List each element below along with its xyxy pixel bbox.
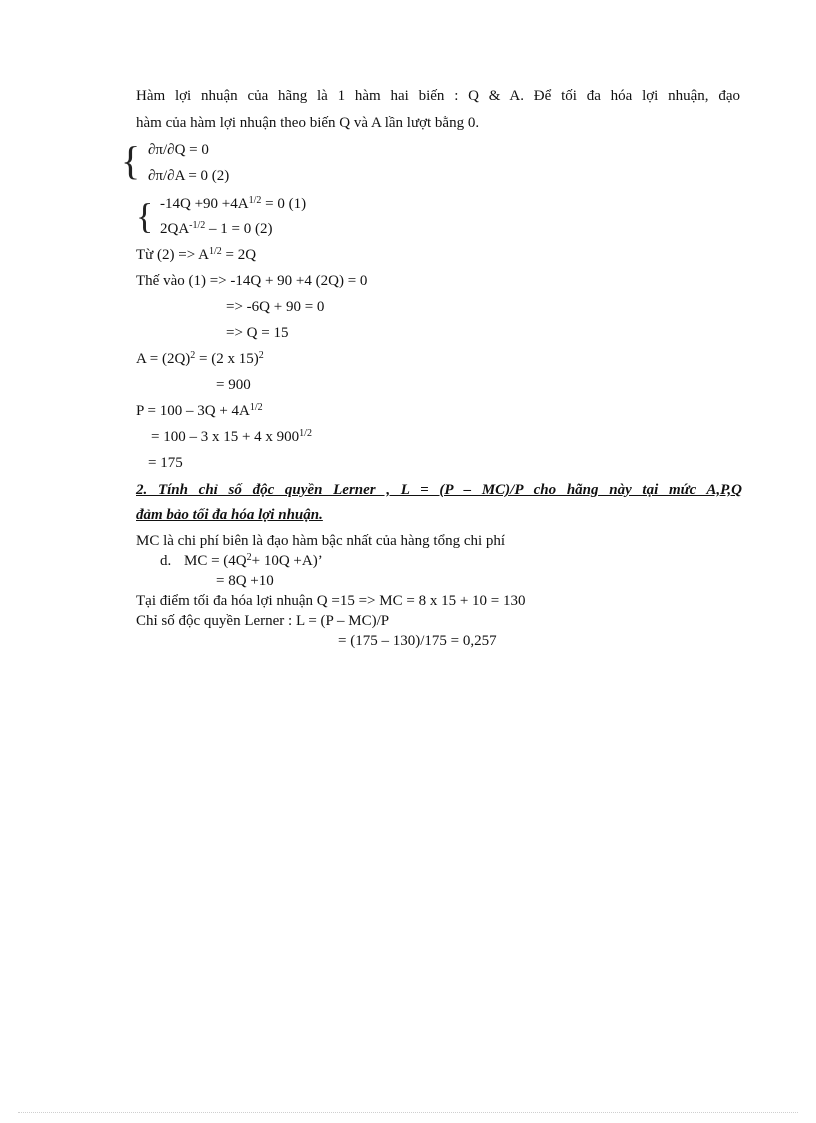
step-substitute-3: => Q = 15 (226, 325, 289, 341)
mc-description: MC là chi phí biên là đạo hàm bậc nhất của hàng tổng chi phí (136, 533, 506, 549)
mc-formula-1: MC = $(4Q^2+ 10Q +A)$’ (184, 552, 323, 569)
left-brace-1: { (121, 138, 141, 183)
section-2-heading-line-1: 2. Tính chỉ số độc quyền Lerner , L = (P – MC)/P cho hãng này tại mức A,P,Q (136, 482, 742, 498)
mc-at-point: Tại điểm tối đa hóa lợi nhuận Q =15 => MC = 8 x 15 + 10 = 130 (136, 593, 526, 609)
step-substitute-2: => -6Q + 90 = 0 (226, 299, 325, 315)
step-a-2: = 900 (216, 377, 251, 393)
page-bottom-border (18, 1112, 798, 1113)
system2-eq1: $-14Q +90 +4A^{1/2} = 0$ (1) (160, 195, 307, 212)
step-from-2: Từ $(2) => A^{1/2} = 2Q$ (136, 246, 257, 263)
step-p-1: $P = 100 - 3Q + 4A^{1/2}$ (136, 402, 263, 419)
step-a-1: $A = (2Q)^2 = (2$ x 15)$^2$ (136, 350, 264, 367)
left-brace-2: { (136, 196, 154, 236)
step-p-2: = 100 – 3 x 15 + 4 x $900^{1/2}$ (151, 428, 312, 445)
system1-eq1: ∂π/∂Q = 0 (148, 142, 209, 158)
mc-formula-2: = 8Q +10 (216, 573, 274, 589)
step-substitute-1: Thế vào (1) => -14Q + 90 +4 (2Q) = 0 (136, 273, 368, 289)
mc-list-marker: d. (160, 553, 172, 569)
lerner-line-2: = (175 – 130)/175 = 0,257 (338, 633, 497, 649)
system2-eq2: $2QA^{-1/2} - 1 = 0$ (2) (160, 220, 273, 237)
section-2-heading-line-2: đảm bảo tối đa hóa lợi nhuận. (136, 507, 323, 523)
intro-line-2: hàm của hàm lợi nhuận theo biến Q và A lần lượt bằng 0. (136, 115, 480, 131)
intro-line-1: Hàm lợi nhuận của hãng là 1 hàm hai biến : Q & A. Để tối đa hóa lợi nhuận, đạo (136, 88, 740, 104)
lerner-line-1: Chỉ số độc quyền Lerner : L = (P – MC)/P (136, 613, 390, 629)
step-p-3: = 175 (148, 455, 183, 471)
system1-eq2: ∂π/∂A = 0 (2) (148, 168, 230, 184)
